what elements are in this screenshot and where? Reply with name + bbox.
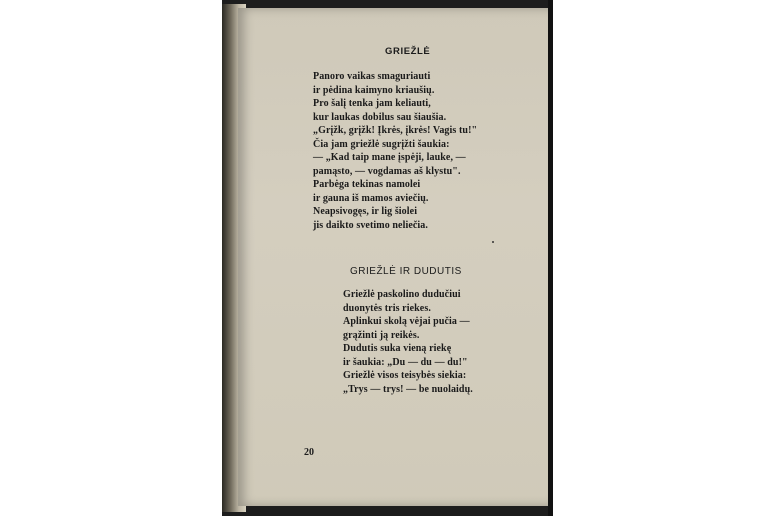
poem1-line: jis daikto svetimo neliečia. xyxy=(313,219,429,231)
page-speck xyxy=(492,241,494,243)
page-number: 20 xyxy=(304,447,314,458)
poem1-line: ir gauna iš mamos aviečių. xyxy=(313,192,429,204)
poem1-line: Neapsivogęs, ir lig šiolei xyxy=(313,206,418,217)
poem1-body xyxy=(313,70,477,232)
poem1-line: ir pėdina kaimyno kriaušių. xyxy=(313,84,435,96)
poem1-line: — „Kad taip mane įspėji, lauke, — xyxy=(313,152,466,163)
poem2-line: „Trys — trys! — be nuolaidų. xyxy=(343,383,473,395)
poem2-line: Griežlė visos teisybės siekia: xyxy=(343,370,467,381)
poem1-line: Pro šalį tenka jam keliauti, xyxy=(313,98,431,109)
poem2-line: Aplinkui skolą vėjai pučia — xyxy=(343,316,470,327)
poem1-line: Panoro vaikas smaguriauti xyxy=(313,71,431,82)
poem1-line: kur laukas dobilus sau šiaušia. xyxy=(313,111,447,123)
poem2-line: ir šaukia: „Du — du — du!" xyxy=(343,356,468,368)
poem1-line: „Grįžk, grįžk! Įkrės, įkrės! Vagis tu!" xyxy=(313,125,478,136)
poem1-line: pamąsto, — vogdamas aš klystu". xyxy=(313,165,461,177)
poem2-line: duonytės tris riekes. xyxy=(343,302,431,314)
poem2-body xyxy=(343,288,473,396)
poem2-line: grąžinti ją reikės. xyxy=(343,329,420,341)
poem1-line: Čia jam griežlė sugrįžti šaukia: xyxy=(313,138,450,150)
poem1-line: Parbėga tekinas namolei xyxy=(313,179,421,190)
page-right-edge xyxy=(548,0,553,516)
poem2-line: Dudutis suka vieną riekę xyxy=(343,343,452,354)
poem2-line: Griežlė paskolino dudučiui xyxy=(343,289,461,300)
poem2-title: GRIEŽLĖ IR DUDUTIS xyxy=(350,266,462,277)
poem1-title: GRIEŽLĖ xyxy=(385,46,431,57)
